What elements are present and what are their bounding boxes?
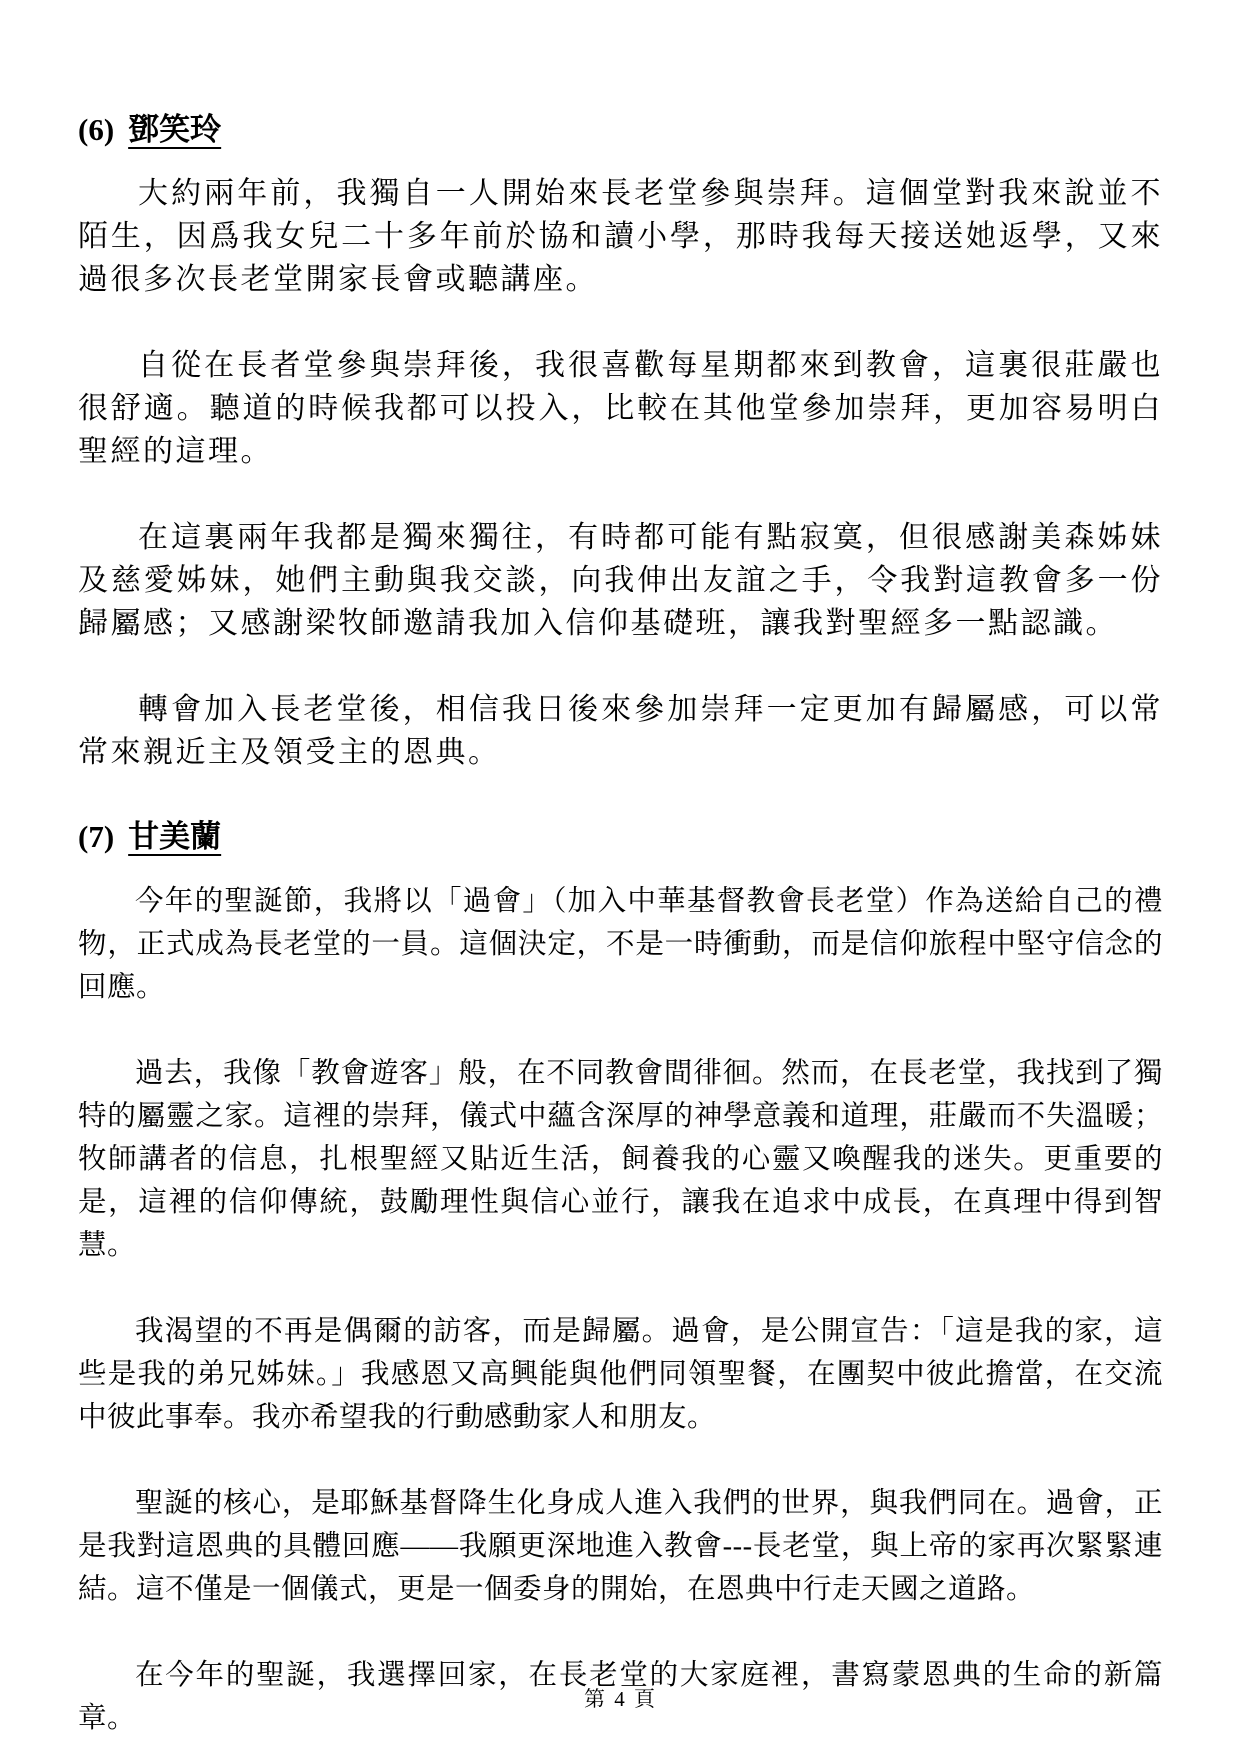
section-number: (6) — [78, 112, 115, 147]
section-7 — [78, 817, 1163, 1739]
paragraph: 今年的聖誕節，我將以「過會」（加入中華基督教會長老堂）作為送給自己的禮物，正式成為長老堂的一員。這個決定，不是一時衝動，而是信仰旅程中堅守信念的回應。 — [78, 885, 1163, 1003]
section-heading — [78, 110, 1163, 150]
paragraph: 轉會加入長老堂後，相信我日後來參加崇拜一定更加有歸屬感，可以常常來親近主及領受主的恩典。 — [78, 693, 1163, 770]
paragraph: 過去，我像「教會遊客」般，在不同教會間徘徊。然而，在長老堂，我找到了獨特的屬靈之家。這裡的崇拜，儀式中蘊含深厚的神學意義和道理，莊嚴而不失溫暖；牧師講者的信息，扎根聖經又貼近生活，飼養我的心靈又喚醒我的迷失。更重要的是，這裡的信仰傳統，鼓勵理性與信心並行，讓我在追求中成長，在真理中得到智慧。 — [78, 1057, 1163, 1261]
paragraph: 我渴望的不再是偶爾的訪客，而是歸屬。過會，是公開宣告：「這是我的家，這些是我的弟兄姊妹。」我感恩又高興能與他們同領聖餐，在團契中彼此擔當，在交流中彼此事奉。我亦希望我的行動感動家人和朋友。 — [78, 1315, 1163, 1433]
section-author-name: 鄧笑玲 — [128, 112, 222, 147]
section-author-name: 甘美蘭 — [128, 819, 222, 855]
page-number-footer: 第 4 頁 — [584, 1687, 657, 1711]
paragraph: 聖誕的核心，是耶穌基督降生化身成人進入我們的世界，與我們同在。過會，正是我對這恩典的具體回應——我願更深地進入教會---長老堂，與上帝的家再次緊緊連結。這不僅是一個儀式，更是一個委身的開始，在恩典中行走天國之道路。 — [78, 1487, 1163, 1605]
paragraph: 在這裏兩年我都是獨來獨往，有時都可能有點寂寞，但很感謝美森姊妹及慈愛姊妹，她們主動與我交談，向我伸出友誼之手，令我對這教會多一份歸屬感；又感謝梁牧師邀請我加入信仰基礎班，讓我對聖經多一點認識。 — [78, 521, 1163, 641]
section-heading — [78, 817, 1163, 857]
section-6 — [78, 110, 1163, 774]
paragraph: 在今年的聖誕，我選擇回家，在長老堂的大家庭裡，書寫蒙恩典的生命的新篇章。 — [78, 1659, 1163, 1734]
section-number: (7) — [78, 819, 115, 855]
paragraph: 大約兩年前，我獨自一人開始來長老堂參與崇拜。這個堂對我來說並不陌生，因爲我女兒二十多年前於協和讀小學，那時我每天接送她返學，又來過很多次長老堂開家長會或聽講座。 — [78, 177, 1163, 297]
paragraph: 自從在長者堂參與崇拜後，我很喜歡每星期都來到教會，這裏很莊嚴也很舒適。聽道的時候我都可以投入，比較在其他堂參加崇拜，更加容易明白聖經的這理。 — [78, 349, 1163, 469]
